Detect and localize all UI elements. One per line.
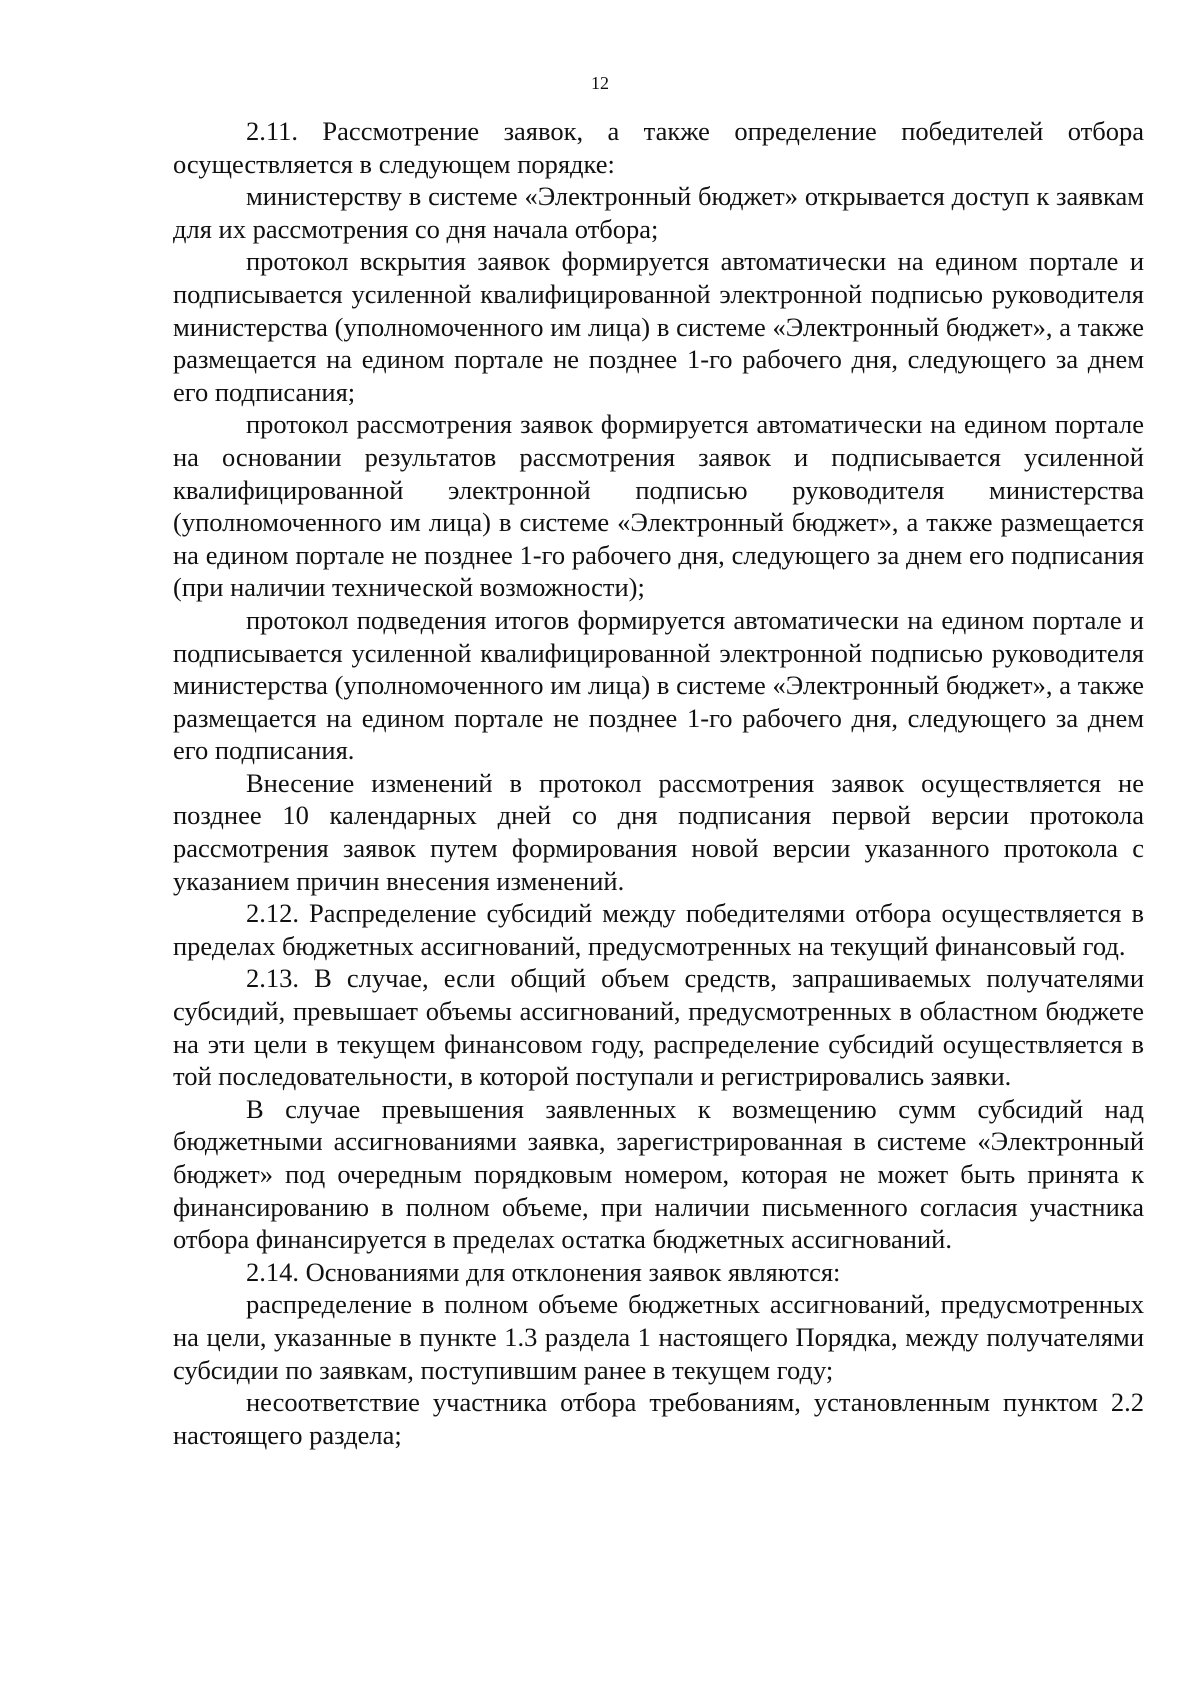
paragraph-2-11: 2.11. Рассмотрение заявок, а также определение победителей отбора осуществляется в следующем порядке: <box>173 116 1144 179</box>
paragraph-2-14: 2.14. Основаниями для отклонения заявок являются: <box>246 1256 841 1287</box>
paragraph-opening-protocol: протокол вскрытия заявок формируется автоматически на едином портале и подписывается усиленной квалифицированной электронной подписью руководителя министерства (уполномоченного им лица) в системе «Электронный бюджет», а также размещается на едином портале не позднее 1-го рабочего дня, следующего за днем его подписания; <box>173 246 1144 407</box>
paragraph-results-protocol: протокол подведения итогов формируется автоматически на едином портале и подписывается усиленной квалифицированной электронной подписью руководителя министерства (уполномоченного им лица) в системе «Электронный бюджет», а также размещается на едином портале не позднее 1-го рабочего дня, следующего за днем его подписания. <box>173 604 1144 766</box>
document-body <box>173 115 1144 1451</box>
paragraph-full-distribution: распределение в полном объеме бюджетных ассигнований, предусмотренных на цели, указанные в пункте 1.3 раздела 1 настоящего Порядка, между получателями субсидии по заявкам, поступившим ранее в текущем году; <box>173 1289 1144 1385</box>
paragraph-2-12: 2.12. Распределение субсидий между победителями отбора осуществляется в пределах бюджетных ассигнований, предусмотренных на текущий финансовый год. <box>173 898 1144 961</box>
page-number: 12 <box>591 73 609 93</box>
paragraph-excess-claims: В случае превышения заявленных к возмещению сумм субсидий над бюджетными ассигнованиями заявка, зарегистрированная в системе «Электронный бюджет» под очередным порядковым номером, которая не может быть принята к финансированию в полном объеме, при наличии письменного согласия участника отбора финансируется в пределах остатка бюджетных ассигнований. <box>173 1093 1144 1255</box>
paragraph-2-13: 2.13. В случае, если общий объем средств, запрашиваемых получателями субсидий, превышает объемы ассигнований, предусмотренных в областном бюджете на эти цели в текущем финансовом году, распределение субсидий осуществляется в той последовательности, в которой поступали и регистрировались заявки. <box>173 963 1144 1092</box>
paragraph-access-to-applications: министерству в системе «Электронный бюджет» открывается доступ к заявкам для их рассмотрения со дня начала отбора; <box>173 181 1144 244</box>
paragraph-review-protocol: протокол рассмотрения заявок формируется автоматически на едином портале на основании результатов рассмотрения заявок и подписывается усиленной квалифицированной электронной подписью руководителя министерства (уполномоченного им лица) в системе «Электронный бюджет», а также размещается на едином портале не позднее 1-го рабочего дня, следующего за днем его подписания (при наличии технической возможности); <box>173 409 1144 603</box>
paragraph-non-compliance: несоответствие участника отбора требованиям, установленным пунктом 2.2 настоящего раздела; <box>173 1387 1144 1450</box>
paragraph-protocol-changes: Внесение изменений в протокол рассмотрения заявок осуществляется не позднее 10 календарных дней со дня подписания первой версии протокола рассмотрения заявок путем формирования новой версии указанного протокола с указанием причин внесения изменений. <box>173 767 1144 896</box>
